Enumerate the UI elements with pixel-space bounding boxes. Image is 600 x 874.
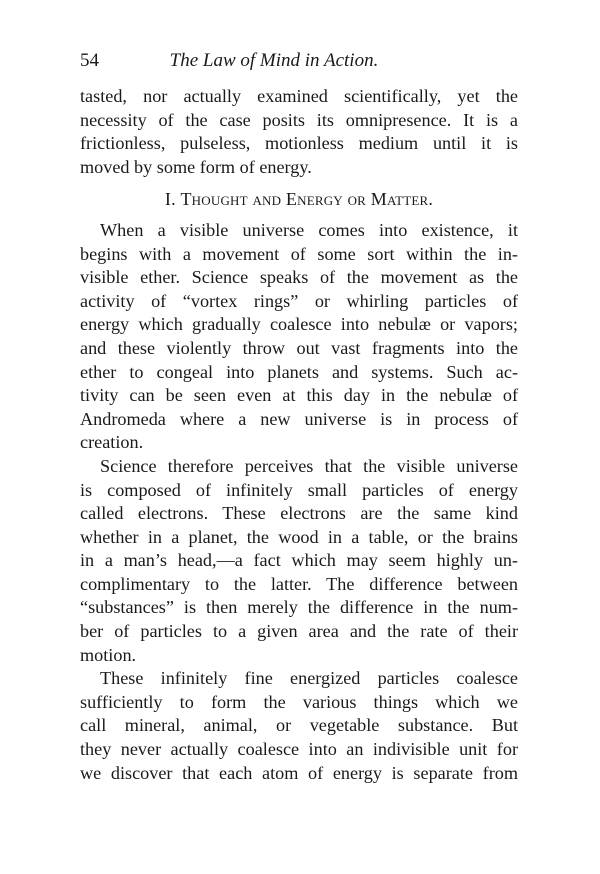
text-line: Science therefore perceives that the visible universe	[100, 455, 518, 476]
text-line: called electrons. These electrons are the same kind	[80, 503, 518, 524]
running-head	[80, 48, 518, 74]
page-number: 54	[80, 50, 99, 71]
body-text	[80, 85, 518, 785]
section-title: Thought and Energy or Matter.	[180, 189, 434, 210]
paragraph	[80, 219, 518, 455]
text-line: we discover that each atom of energy is separate from	[80, 762, 518, 783]
section-numeral: I.	[164, 189, 176, 210]
text-line: in a man’s head,—a fact which may seem highly un-	[80, 550, 518, 571]
text-line: When a visible universe comes into existence, it	[100, 219, 518, 240]
text-line: visible ether. Science speaks of the movement as the	[80, 267, 518, 288]
text-line: energy which gradually coalesce into nebulæ or vapors;	[80, 314, 518, 335]
text-line: tivity can be seen even at this day in the nebulæ of	[80, 385, 518, 406]
text-line: frictionless, pulseless, motionless medium until it is	[80, 133, 518, 154]
text-line: moved by some form of energy.	[80, 156, 312, 177]
text-line: and these violently throw out vast fragments into the	[80, 337, 518, 358]
text-line: whether in a planet, the wood in a table, or the brains	[80, 526, 518, 547]
text-line: creation.	[80, 432, 144, 453]
running-title: The Law of Mind in Action.	[169, 50, 379, 71]
text-line: motion.	[80, 644, 137, 665]
text-line: complimentary to the latter. The difference between	[80, 573, 518, 594]
text-line: call mineral, animal, or vegetable substance. But	[80, 715, 518, 736]
paragraph	[80, 455, 518, 667]
text-line: tasted, nor actually examined scientifically, yet the	[80, 86, 518, 106]
paragraph	[80, 85, 518, 179]
paragraph	[80, 667, 518, 785]
text-line: ether to congeal into planets and systems. Such ac-	[80, 361, 518, 382]
text-line: “substances” is then merely the difference in the num-	[80, 597, 518, 618]
text-line: Andromeda where a new universe is in process of	[80, 408, 518, 429]
text-line: sufficiently to form the various things which we	[80, 691, 518, 712]
text-line: begins with a movement of some sort within the in-	[80, 243, 518, 264]
text-line: they never actually coalesce into an indivisible unit for	[80, 739, 518, 760]
text-line: is composed of infinitely small particles of energy	[80, 479, 518, 500]
text-line: activity of “vortex rings” or whirling particles of	[80, 290, 518, 311]
section-heading	[80, 188, 518, 212]
text-line: These infinitely fine energized particles coalesce	[100, 668, 518, 689]
text-line: necessity of the case posits its omnipresence. It is a	[80, 109, 518, 130]
text-line: ber of particles to a given area and the rate of their	[80, 621, 518, 642]
